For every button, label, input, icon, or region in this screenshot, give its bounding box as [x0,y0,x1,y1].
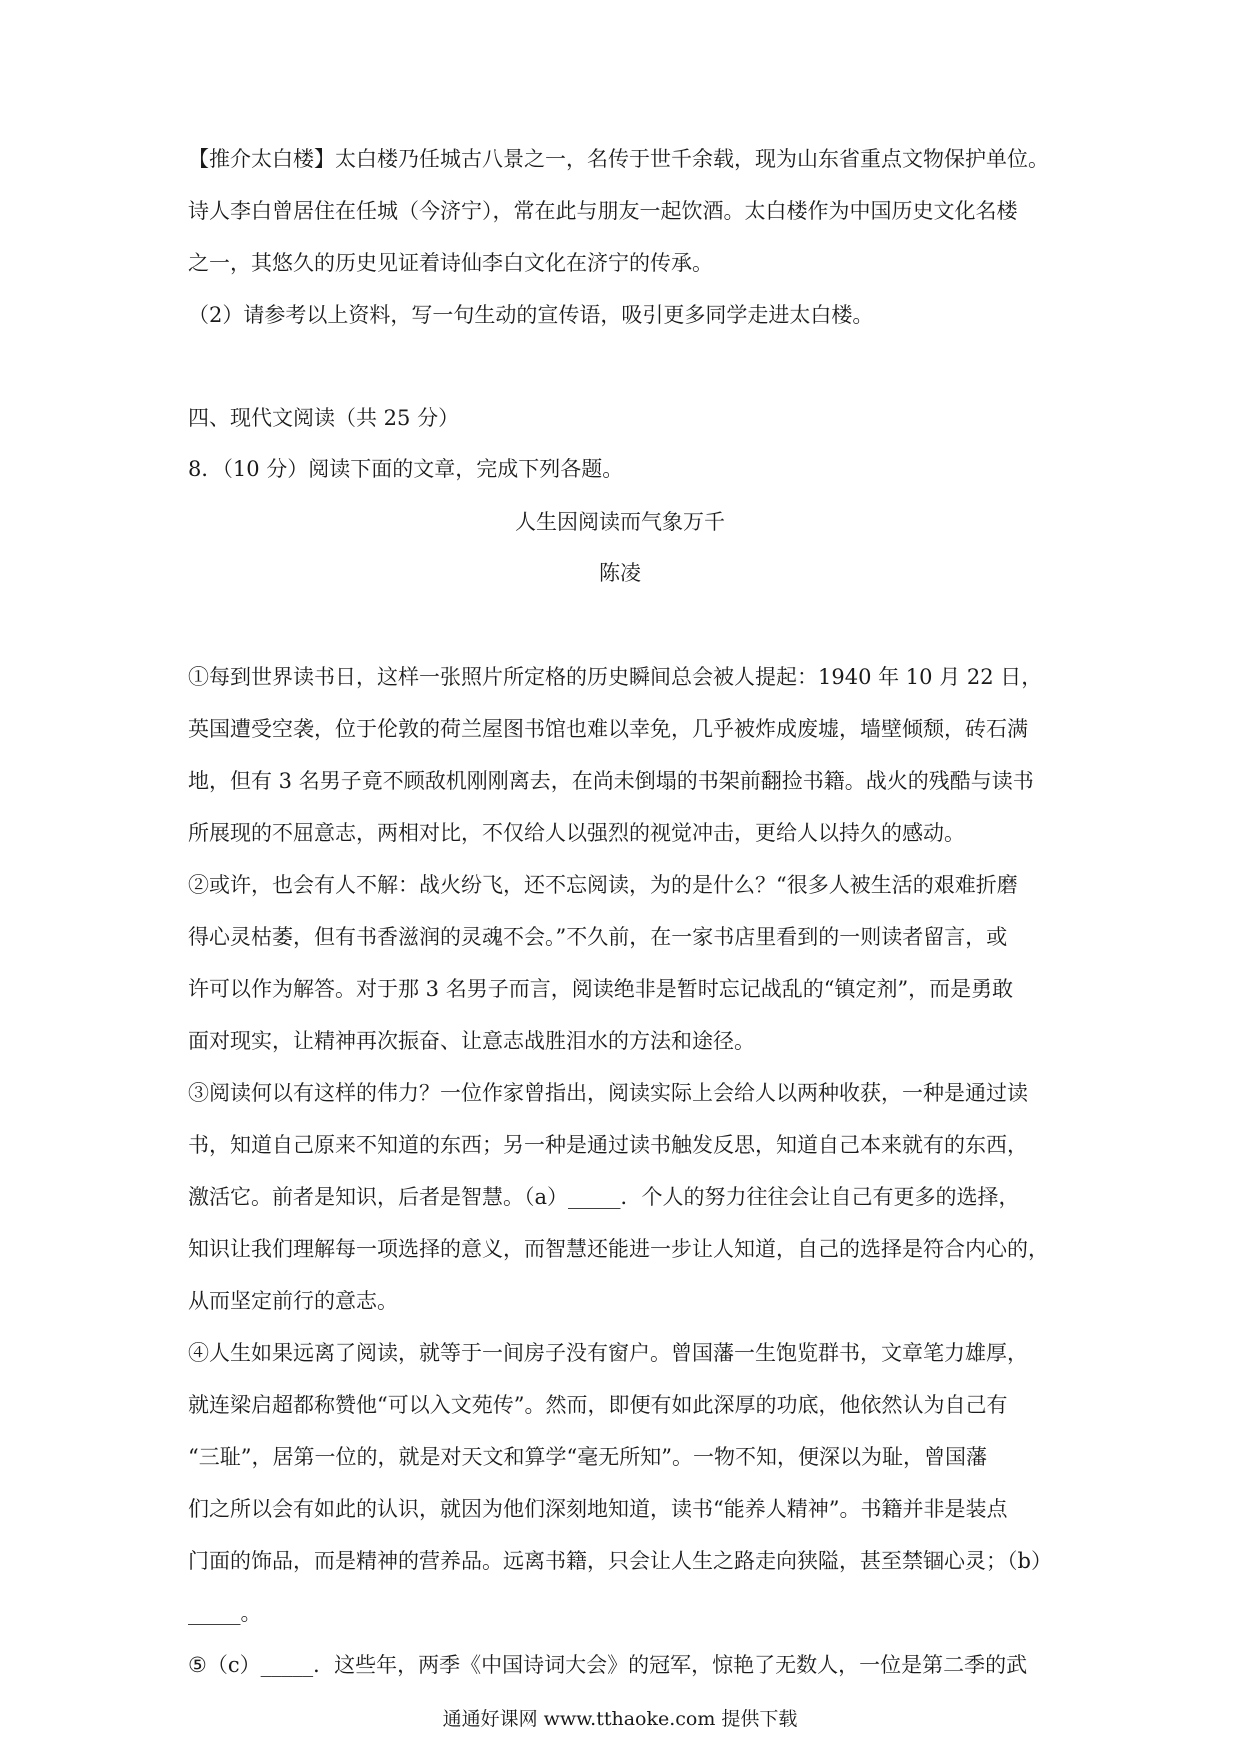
article-line: 们之所以会有如此的认识，就因为他们深刻地知道，读书“能养人精神”。书籍并非是装点 [188,1497,1008,1521]
article-line: ③阅读何以有这样的伟力？一位作家曾指出，阅读实际上会给人以两种收获，一种是通过读 [188,1081,1028,1105]
article-line: 门面的饰品，而是精神的营养品。远离书籍，只会让人生之路走向狭隘，甚至禁锢心灵；（b） [188,1549,1052,1573]
article-line: 书，知道自己原来不知道的东西；另一种是通过读书触发反思，知道自己本来就有的东西， [188,1133,1028,1157]
question-2: （2）请参考以上资料，写一句生动的宣传语，吸引更多同学走进太白楼。 [188,303,874,327]
article-line: ⑤（c）_____．这些年，两季《中国诗词大会》的冠军，惊艳了无数人，一位是第二季的武 [188,1653,1028,1677]
intro-line-1: 【推介太白楼】太白楼乃任城古八景之一，名传于世千余载，现为山东省重点文物保护单位。 [188,147,1049,171]
page-footer: 通通好课网 www.tthaoke.com 提供下载 [442,1708,798,1730]
article-line: 英国遭受空袭，位于伦敦的荷兰屋图书馆也难以幸免，几乎被炸成废墟，墙壁倾颓，砖石满 [188,717,1028,741]
section-heading: 四、现代文阅读（共 25 分） [188,406,460,430]
article-line: 就连梁启超都称赞他“可以入文苑传”。然而，即便有如此深厚的功底，他依然认为自己有 [188,1393,1008,1417]
article-line: _____。 [188,1601,262,1625]
article-author: 陈凌 [599,561,641,585]
article-line: 得心灵枯萎，但有书香滋润的灵魂不会。”不久前，在一家书店里看到的一则读者留言，或 [188,925,1008,949]
article-line: ②或许，也会有人不解：战火纷飞，还不忘阅读，为的是什么？“很多人被生活的艰难折磨 [188,873,1018,897]
article-line: ①每到世界读书日，这样一张照片所定格的历史瞬间总会被人提起：1940 年 10 月 22 日， [188,665,1043,689]
article-line: 面对现实，让精神再次振奋、让意志战胜泪水的方法和途径。 [188,1029,755,1053]
article-line: “三耻”，居第一位的，就是对天文和算学“毫无所知”。一物不知，便深以为耻，曾国藩 [188,1445,987,1469]
article-line: 知识让我们理解每一项选择的意义，而智慧还能进一步让人知道，自己的选择是符合内心的， [188,1237,1049,1261]
intro-line-2: 诗人李白曾居住在任城（今济宁），常在此与朋友一起饮酒。太白楼作为中国历史文化名楼 [188,199,1018,223]
article-title: 人生因阅读而气象万千 [515,510,725,534]
intro-line-3: 之一，其悠久的历史见证着诗仙李白文化在济宁的传承。 [188,251,713,275]
article-line: 许可以作为解答。对于那 3 名男子而言，阅读绝非是暂时忘记战乱的“镇定剂”，而是勇敢 [188,977,1014,1001]
article-line: 所展现的不屈意志，两相对比，不仅给人以强烈的视觉冲击，更给人以持久的感动。 [188,821,965,845]
article-line: 地，但有 3 名男子竟不顾敌机刚刚离去，在尚未倒塌的书架前翻捡书籍。战火的残酷与读书 [188,769,1034,793]
article-line: 激活它。前者是知识，后者是智慧。（a）_____．个人的努力往往会让自己有更多的选择， [188,1185,1020,1209]
article-line: ④人生如果远离了阅读，就等于一间房子没有窗户。曾国藩一生饱览群书，文章笔力雄厚， [188,1341,1028,1365]
article-line: 从而坚定前行的意志。 [188,1289,398,1313]
question-8: 8．（10 分）阅读下面的文章，完成下列各题。 [188,457,624,481]
